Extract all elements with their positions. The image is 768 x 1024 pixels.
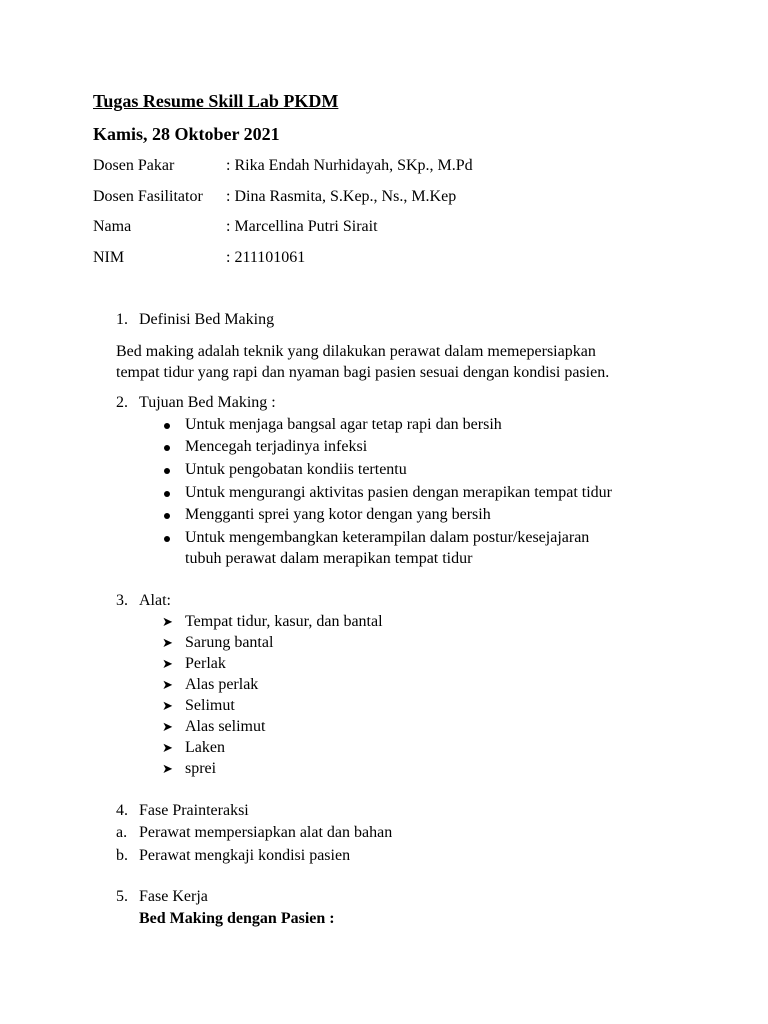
info-label-dosen-fasilitator: Dosen Fasilitator: [93, 188, 203, 205]
section1-paragraph-line1: Bed making adalah teknik yang dilakukan perawat dalam memepersiapkan: [116, 343, 596, 360]
section2-item: Untuk mengurangi aktivitas pasien dengan merapikan tempat tidur: [185, 484, 612, 501]
section3-item: Sarung bantal: [185, 634, 274, 651]
section5-subheading: Bed Making dengan Pasien :: [139, 910, 335, 927]
bullet-dot-icon: [164, 423, 170, 429]
info-value-dosen-fasilitator: : Dina Rasmita, S.Kep., Ns., M.Kep: [226, 188, 457, 205]
info-label-nama: Nama: [93, 218, 132, 235]
section3-item: Tempat tidur, kasur, dan bantal: [185, 613, 383, 630]
section2-item: Mencegah terjadinya infeksi: [185, 438, 368, 455]
info-label-nim: NIM: [93, 249, 125, 266]
info-value-nama: : Marcellina Putri Sirait: [226, 218, 378, 235]
section1-number: 1.: [116, 311, 128, 328]
document-date: Kamis, 28 Oktober 2021: [93, 124, 280, 144]
section1-heading: Definisi Bed Making: [139, 311, 275, 328]
section5-number: 5.: [116, 888, 128, 905]
section2-item: Mengganti sprei yang kotor dengan yang bersih: [185, 506, 491, 523]
arrow-bullet-icon: ➤: [162, 699, 173, 714]
bullet-dot-icon: [164, 445, 170, 451]
section3-item: sprei: [185, 760, 217, 777]
section4-item: Perawat mengkaji kondisi pasien: [139, 847, 351, 864]
section2-heading: Tujuan Bed Making :: [139, 394, 276, 411]
section4-item: Perawat mempersiapkan alat dan bahan: [139, 824, 393, 841]
section1-paragraph-line2: tempat tidur yang rapi dan nyaman bagi pasien sesuai dengan kondisi pasien.: [116, 364, 610, 381]
info-value-nim: : 211101061: [226, 249, 306, 266]
bullet-dot-icon: [164, 513, 170, 519]
section5-heading: Fase Kerja: [139, 888, 208, 905]
bullet-dot-icon: [164, 536, 170, 542]
section2-item-continuation: tubuh perawat dalam merapikan tempat tidur: [185, 550, 473, 567]
section3-number: 3.: [116, 592, 128, 609]
bullet-dot-icon: [164, 491, 170, 497]
arrow-bullet-icon: ➤: [162, 762, 173, 777]
section3-item: Perlak: [185, 655, 226, 672]
arrow-bullet-icon: ➤: [162, 741, 173, 756]
arrow-bullet-icon: ➤: [162, 615, 173, 630]
section2-item: Untuk pengobatan kondiis tertentu: [185, 461, 407, 478]
info-value-dosen-pakar: : Rika Endah Nurhidayah, SKp., M.Pd: [226, 157, 473, 174]
arrow-bullet-icon: ➤: [162, 657, 173, 672]
section4-item-marker: b.: [116, 847, 128, 864]
info-label-dosen-pakar: Dosen Pakar: [93, 157, 175, 174]
arrow-bullet-icon: ➤: [162, 678, 173, 693]
section4-number: 4.: [116, 802, 128, 819]
section2-item: Untuk menjaga bangsal agar tetap rapi dan bersih: [185, 416, 502, 433]
section3-item: Laken: [185, 739, 225, 756]
arrow-bullet-icon: ➤: [162, 636, 173, 651]
document-title: Tugas Resume Skill Lab PKDM: [93, 91, 339, 111]
section2-number: 2.: [116, 394, 128, 411]
arrow-bullet-icon: ➤: [162, 720, 173, 735]
section4-heading: Fase Prainteraksi: [139, 802, 249, 819]
bullet-dot-icon: [164, 468, 170, 474]
section3-item: Alas selimut: [185, 718, 266, 735]
section3-heading: Alat:: [139, 592, 171, 609]
section4-item-marker: a.: [116, 824, 128, 841]
section3-item: Selimut: [185, 697, 235, 714]
section3-item: Alas perlak: [185, 676, 259, 693]
section2-item: Untuk mengembangkan keterampilan dalam postur/kesejajaran: [185, 529, 590, 546]
